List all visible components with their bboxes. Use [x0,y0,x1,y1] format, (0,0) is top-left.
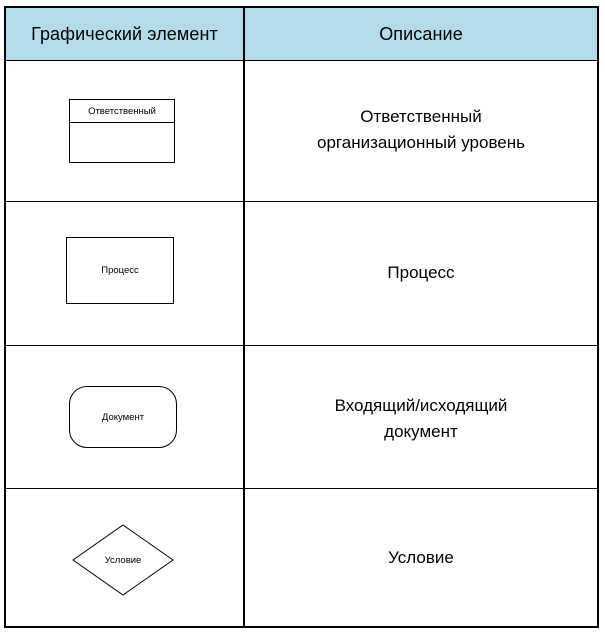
shape-responsible [69,99,175,163]
row-separator-3 [4,488,599,489]
column-separator [243,6,245,628]
description-line: Условие [388,548,454,567]
description-line: организационный уровень [317,133,525,152]
header-separator [4,60,599,61]
shape-document [69,386,177,448]
description-line: Процесс [387,263,455,282]
description-process [245,258,597,288]
table-border-left [4,6,6,628]
shape-process [66,237,174,304]
description-condition [245,543,597,573]
header-graphic-element-label: Графический элемент [31,23,218,44]
description-document [245,391,597,447]
description-line: документ [384,422,458,441]
table-border-top [4,6,599,8]
table-border-right [597,6,599,628]
header-description-label: Описание [379,23,463,44]
shape-condition-label: Условие [104,554,142,566]
shape-condition [72,524,174,596]
shape-process-label: Процесс [101,265,139,276]
description-responsible [245,102,597,158]
header-cell-description [245,8,597,60]
shape-responsible-label: Ответственный [88,105,156,117]
legend-table [4,6,599,628]
row-separator-2 [4,345,599,346]
shape-responsible-title-bar [70,100,174,123]
description-line: Ответственный [360,107,482,126]
table-border-bottom [4,626,599,628]
row-separator-1 [4,201,599,202]
header-cell-graphic-element [6,8,243,60]
description-line: Входящий/исходящий [334,396,508,415]
shape-document-label: Документ [101,411,145,423]
